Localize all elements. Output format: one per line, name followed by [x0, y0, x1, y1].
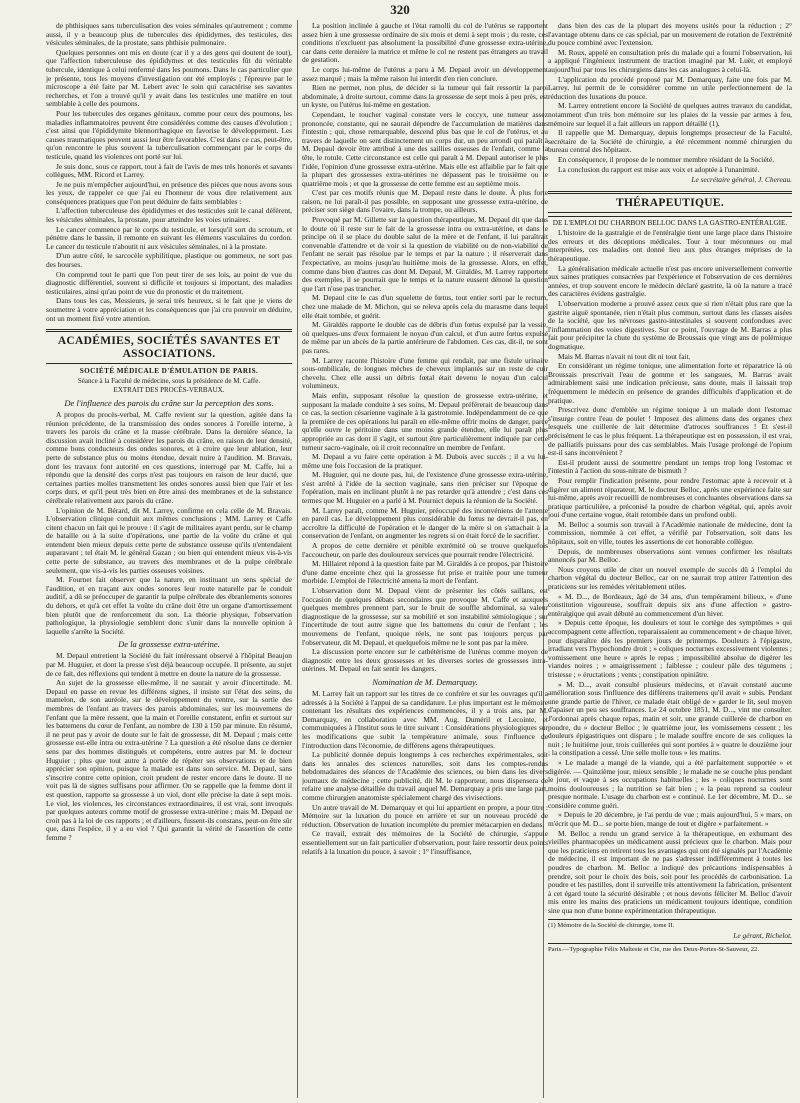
- quoted-paragraph: » Le malade a mangé de la viande, qui a été parfaitement supportée » et digérée. — Quinzième jour, mieux sensible ; le malade ne se couche plus pendant le jour, et vaque à ses occupations habituelles ; les » coliques nocturnes sont moins douloureuses ; la nutrition se fait bien ; » la peau reprend sa couleur presque normale. L'usage du charbon est » continué. Le 1er décembre, M. D... se considère comme guéri.: [548, 757, 792, 810]
- paragraph: La position inclinée à gauche et l'état ramolli du col de l'utérus se rapportent assez bien à une grossesse ordinaire de six mois et demi à sept mois ; du reste, ces conditions n'excluent pas absolument la possibilité d'une grossesse extra-utérine, car dans cette dernière la matrice et même le col ne restent pas étrangers au travail de gestation.: [302, 22, 548, 65]
- paragraph: dans bien des cas de la plupart des moyens usités pour la réduction ; 2° l'avantage obtenu dans ce cas spécial, par un mouvement de rotation de l'extrémité du pouce combiné avec l'extension.: [548, 22, 792, 48]
- paragraph: Dans tous les cas, Messieurs, je serai très heureux, si le fait que je viens de soumettre à votre appréciation et les conséquences que j'ai cru pouvoir en déduire, ont un moment fixé votre attention.: [46, 296, 292, 323]
- paragraph: L'histoire de la gastralgie et de l'entéralgie tient une large place dans l'histoire des erreurs et des déceptions médicales. Tour à tour méconnues ou mal interprétées, ces maladies ont donné lieu aux plus étranges méprises de la thérapeutique.: [548, 228, 792, 264]
- topic-heading: Nomination de M. Demarquay.: [372, 676, 478, 687]
- paragraph: Cependant, le toucher vaginal constate vers le coccyx, une tumeur assez prononcée, constante, qui ne saurait dépendre de l'accumulation de matières dans l'intestin ; qui, chose remarquable, descend plus bas que le col de l'utérus, et au travers de laquelle on sent distinctement un corps dur, un peu arrondi qui paraît à M. Depaul devoir être attribué à une des saillies osseuses de l'enfant, comme la tête, le rotule. Cette circonstance est celle qui paraît à M. Depaul autoriser le plus l'idée, l'opinion d'une grossesse extra-utérine. Mais elle est affaiblie par le fait que la plupart des grossesses extra-utérines ne dépassent pas le troisième ou le quatrième mois ; et que la grossesse de cette femme est au septième mois.: [302, 109, 548, 188]
- paragraph: L'affection tuberculeuse des épididymes et des testicules suit le canal déférent, les vésicules séminales, la prostate, pour atteindre les voies urinaires.: [46, 206, 292, 225]
- paragraph: Depuis, de nombreuses observations sont venues confirmer les résultats annoncés par M. Belloc.: [548, 546, 792, 565]
- printer-imprint: Paris.—Typographie Félix Malteste et Cie, rue des Deux-Portes-St-Sauveur, 22.: [548, 943, 792, 954]
- column-right: [548, 22, 792, 1096]
- paragraph: Au sujet de la grossesse elle-même, il ne saurait y avoir d'incertitude. M. Depaul en passe en revue les différens signes, il insiste sur l'état des seins, du mamelon, de son auréole, sur le développement du ventre, sur la sortie des membres de l'enfant au travers des parois abdominales, sur les mouvemens de l'enfant que la mère ressent, que la main et l'oreille constatent, enfin et surtout sur les battemens du cœur de l'enfant, au nombre de 130 à 150 par minute. En résumé, il ne peut pas y avoir de doute sur le fait de grossesse, dit M. Depaul ; mais cette grossesse est-elle intra ou extra-utérine ? La question a été résolue dans ce dernier sens par des hommes distingués et compétens, entre autres par M. le docteur Huguier ; plus que tout autre à portée de répéter ses observations et de bien apprécier son opinion, puisque la malade est dans son service. M. Depaul, sans s'inscrire contre cette opinion, croit prudent de rester encore dans le doute. Il ne voit pas là de signes suffisans pour affirmer. On se rappelle que la femme dont il est question, rapporte sa grossesse à un viol, dont elle précise la date à sept mois. Le viol, les violences, les circonstances extraordinaires, il est vrai, sont invoqués par quelques auteurs comme motif de grossesse extra-utérine ; mais M. Depaul ne croit pas à la loi de ces rapports ; et d'ailleurs, fussent-ils constans, peut-on être sûr que, dans l'espèce, il y a eu viol ? Qui garantit la vérité de l'assertion de cette femme ?: [46, 678, 292, 842]
- paragraph: L'observation moderne a prouvé assez ceux que si rien n'était plus rare que la gastrite aiguë spontanée, rien n'était plus commun, surtout dans les classes aisées de la société, que les névroses gastro-intestinales si souvent confondues avec l'inflammation des voies digestives. Sur ce point, l'ouvrage de M. Barras a plus fait pour précipiter la chute du système de Broussais que vingt ans de polémique dogmatique.: [548, 299, 792, 351]
- section-heading-academies: ACADÉMIES, SOCIÉTÉS SAVANTES ET ASSOCIATIONS.: [46, 329, 292, 364]
- paragraph: A propos du procès-verbal, M. Caffe revient sur la question, agitée dans la réunion précédente, de la transmission des ondes sonores à l'oreille interne, à travers les parois du crâne et la masse cérébrale. Dans la dernière séance, la discussion avait incliné à considérer les parois du crâne, en raison de leur densité, comme bons conducteurs des ondes sonores, et à croire que leur ablation, leur perte de substance plus ou moins étendue, devait nuire à l'audition. M. Bravais, dont les travaux font autorité en ces questions, interrogé par M. Caffe, lui a répondu que la densité des corps n'est pas toujours en raison de leur ducté, que certaines parties molles transmettent les ondes sonores aussi bien que l'air et les corps durs, et qu'il peut très bien en être ainsi des membranes et de la substance cérébrale relativement aux parois du crâne.: [46, 409, 292, 505]
- paragraph: de phthisiques sans tuberculisation des voies séminales qu'autrement ; comme aussi, il y a beaucoup plus de tubercules des épididymes, des testicules, des vésicules séminales, de la prostate, sans phthisie pulmonaire.: [46, 22, 292, 48]
- gerant-signature: Le gérant, Richelot.: [733, 931, 792, 941]
- paragraph: Le cancer commence par le corps du testicule, et lorsqu'il sort du scrotum, et pénètre dans le bassin, il remonte en suivant les éléments vasculaires du cordon. Le cancer du testicule n'aboutit ni aux vésicules séminales, ni à la prostate.: [46, 224, 292, 251]
- paragraph: En considérant un régime tonique, une alimentation forte et réparatrice là où Broussais prescrivait l'eau de gomme et les sangsues, M. Barras avait admirablement saisi une indication précieuse, sans doute, mais il laissait trop fréquemment le médecin en présence de grandes difficultés d'application et de pratique.: [548, 361, 792, 405]
- paragraph: M. Larrey paraît, comme M. Huguier, préoccupé des inconvéniens de l'attente en pareil cas. Le développement plus considérable du fœtus ne devrait-il pas, en accroître la difficulté de l'opération et le danger de la mère si on s'attachait à la conservation de l'enfant, on augmenter les regrets si on était forcé de le sacrifier.: [302, 505, 548, 541]
- paragraph: Un autre travail de M. Demarquay et qui lui appartient en propre, a pour titre : Mémoire sur la luxation du pouce en arrière et sur un nouveau procédé de réduction. Observation de luxation incomplète du premier métacarpien en dedans.: [302, 802, 548, 829]
- paragraph: Mais M. Barras n'avait ni tout dit ni tout fait.: [558, 351, 691, 361]
- column-left: [46, 22, 292, 1096]
- paragraph: Rien ne permet, non plus, de décider si la tumeur qui fait ressortir la paroi abdominale, à droite surtout, comme dans la grossesse de sept mois à peu près, est un kyste, ou l'utérus lui-même en gestation.: [302, 83, 548, 110]
- section-heading-therapeutique: THÉRAPEUTIQUE.: [548, 191, 792, 213]
- quoted-paragraph: « M. D..., de Bordeaux, âgé de 34 ans, d'un tempérament bilieux, » d'une constitution vigoureuse, souffrait depuis six ans d'une affection » gastro-entéralgique qui avait débuté au commencement d'un hiver.: [548, 591, 792, 618]
- paragraph: Ce travail, extrait des mémoires de la Société de chirurgie, s'appuie essentiellement sur un fait particulier d'observation, pour faire ressortir deux points relatifs à la luxation du pouce, à savoir : 1° l'insuffisance,: [302, 829, 548, 856]
- topic-heading: De l'influence des parois du crâne sur la perception des sons.: [64, 397, 274, 408]
- paragraph: Pour les tubercules des organes génitaux, comme pour ceux des poumons, les maladies inflammatoires peuvent être considérées comme des causes d'évolution ; c'est ainsi que l'épididymite blennorrhagique en favorise le développement. Les causes traumatiques peuvent aussi leur être favorables. C'est dans ce cas, peut-être, qu'on rencontre le plus souvent la tuberculisation commençant par le corps du testicule, quand les violences ont porté sur lui.: [46, 108, 292, 161]
- paragraph: D'un autre côté, le sarcocèle syphilitique, plastique ou gommeux, ne sort pas des bourses.: [46, 251, 292, 270]
- quoted-paragraph: » Depuis le 20 décembre, je l'ai perdu de vue ; mais aujourd'hui, 5 » mars, on m'écrit que M. D... se porte bien, mange de tout et digère » parfaitement. »: [548, 810, 792, 829]
- column-middle: [302, 22, 548, 1096]
- paragraph: Je suis donc, sous ce rapport, tout à fait de l'avis de mes très honorés et savants collègues, MM. Ricord et Larrey.: [46, 161, 292, 180]
- extract-line: EXTRAIT DES PROCÈS-VERBAUX.: [113, 386, 225, 395]
- paragraph: M. Larrey entretient encore la Société de quelques autres travaux du candidat, notamment d'un très bon mémoire sur les plaies de la vessie par armes à feu, mémoire sur lequel il a fait ailleurs un rapport détaillé (1).: [548, 101, 792, 128]
- paragraph: En conséquence, il propose de le nommer membre résidant de la Société.: [558, 154, 775, 164]
- paragraph: Il rappelle que M. Demarquay, depuis longtemps prosecteur de la Faculté, secrétaire de la Société de chirurgie, a été récemment nommé chirurgien du bureau central des hôpitaux.: [548, 128, 792, 155]
- paragraph: M. Belloc a rendu un grand service à la thérapeutique, en exhumant des vieilles pharmacopées un médicament aussi précieux que le charbon. Mais pour que les praticiens en retirent tous les avantages qui ont été signalés par l'Académie de médecine, il est important de ne pas s'adresser indifféremment à toutes les poudres de charbon. M. Belloc a indiqué des précautions indispensables à prendre, soit pour le choix des bois, soit pour les procédés de carbonisation. La poudre et les pastilles, dont il surveille très attentivement la fabrication, présentent à cet égard toute la sécurité désirable ; et nous devons féliciter M. Belloc d'avoir mis entre les mains des praticiens un médicament toujours identique, condition sine qua non d'une bonne expérimentation thérapeutique.: [548, 828, 792, 915]
- paragraph: Est-il prudent aussi de soumettre pendant un temps trop long l'estomac et l'intestin à l'action du sous-nitrate de bismuth ?: [548, 457, 792, 476]
- paragraph: La conclusion du rapport est mise aux voix et adoptée à l'unanimité.: [558, 164, 760, 174]
- footnote: (1) Mémoire de la Société de chirurgie, tome II.: [548, 919, 792, 930]
- paragraph: M. Giraldès rapporte le double cas de débris d'un fœtus expulsé par la vessie, où quelques-uns d'eux formaient le noyau d'un calcul, et d'un autre fœtus expulsé de même par un abcès de la partie antérieure de l'abdomen. Ces cas, dit-il, ne sont pas rares.: [302, 320, 548, 355]
- article-title: DE L'EMPLOI DU CHARBON BELLOC DANS LA GASTRO-ENTÉRALGIE.: [548, 216, 792, 228]
- paragraph: A propos de cette dernière et pénible extrémité où se trouve quelquefois l'accoucheur, on parle des douloureux services que pourrait rendre l'électricité.: [302, 541, 548, 559]
- paragraph: M. Depaul cite le cas d'un squelette de fœtus, tout entier sorti par le rectum, chez une malade de M. Michon, qui se releva après cela du marasme dans lequel elle était tombée, et guérit.: [302, 293, 548, 320]
- paragraph: Le corps lui-même de l'utérus a paru à M. Depaul avoir un développement assez marqué ; mais la même raison lui interdit d'en rien conclure.: [302, 64, 548, 83]
- column-divider: [297, 20, 298, 1098]
- paragraph: Provoqué par M. Gillette sur la question thérapeutique, M. Depaul dit que dans le doute où il reste sur le fait de la grossesse intra ou extra-utérine, et dans le principe où il se place du double salut de la mère et de l'enfant, il lui paraîtrait convenable d'attendre et de voir si la question de viabilité ou de non-viabilité de l'enfant ne serait pas résolue par le temps et par la nature ; il réserverait dans l'expectative, au moins jusqu'au huitième mois de la grossesse. Alors, en effet, comme dans bien d'autres cas dont M. Depaul, M. Giraldès, M. Larrey rapportent des exemples, il se pourrait que le temps et la nature eussent dénoué la question que l'art n'ose pas trancher.: [302, 215, 548, 293]
- session-line: Séance à la Faculté de médecine, sous la présidence de M. Caffe.: [77, 376, 261, 385]
- paragraph: M. Depaul entretient la Société du fait intéressant observé à l'hôpital Beaujon par M. Huguier, et dont la presse s'est déjà beaucoup occupée. Il présente, au sujet de ce fait, des réflexions qui tendent à mettre en doute la nature de la grossesse.: [46, 651, 292, 678]
- paragraph: Prescrivez donc d'emblée un régime tonique à un malade dont l'estomac s'insurge contre l'eau de poulet ! Imposez des alimens dans des organes chez lesquels une cuillerée de lait détermine d'atroces souffrances ! Et s'est-il précisément le cas le plus fréquent. La thérapeutique est en possession, il est vrai, de palliatifs puissans pour des cas semblables. Mais l'usage prolongé de l'opium est-il sans inconvénient ?: [548, 405, 792, 458]
- paragraph: M. Roux, appelé en consultation près du malade qui a fourni l'observation, lui a appliqué l'ingénieux instrument de traction imaginé par M. Luër, et employé aujourd'hui par tous les chirurgiens dans les cas analogues à celui-là.: [548, 47, 792, 74]
- paragraph: Quelques personnes ont mis en doute (car il y a des gens qui doutent de tout), que l'affection tuberculeuse des épididymes et des testicules fût du véritable tubercule, identique à celui renfermé dans les poumons. Dans le cas particulier que je présente, tous les moyens d'investigation ont été employés ; l'épreuve par le microscope a été faite par M. Lebert avec le soin qui caractérise ses savantes recherches, et l'on a trouvé qu'il y avait dans les testicules une matière en tout semblable à celle des poumons.: [46, 47, 292, 109]
- paragraph: M. Fournet fait observer que la nature, en instituant un sens spécial de l'audition, et en traçant aux ondes sonores leur route naturelle par le conduit auditif, a dû se préoccuper de garantir la pulpe cérébrale des ébranlements sonores du dehors, et qu'à cet effet la voûte du crâne doit être un organe d'amortissement bien plutôt que de renforcement du son. La théorie physique, l'observation pathologique, la physiologie semblent donc s'unir dans la nouvelle opinion à laquelle s'arrête la Société.: [46, 575, 292, 636]
- paragraph: La publicité donnée depuis longtemps à ces recherches expérimentales, soit dans les annales des sciences naturelles, soit dans les comptes-rendus hebdomadaires des séances de l'Académie des sciences, ou bien dans les divers journaux de médecine ; cette publicité, dit M. le rapporteur, nous dispensera de refaire une analyse détaillée du travail auquel M. Demarquay a pris une large part, comme chirurgien anatomiste spécialement chargé des vivisections.: [302, 750, 548, 803]
- paragraph: M. Huguier, qui ne doute pas, lui, de l'existence d'une grossesse extra-utérine, s'est arrêté à l'idée de la section vaginale, sans rien préciser sur l'époque de l'opération, mais en inclinant plutôt à ne pas retarder qu'à attendre ; c'est dans ces termes que M. Huguier en a parlé à M. Pournict depuis la réunion de la Société.: [302, 470, 548, 506]
- paragraph: C'est par ces motifs réunis que M. Depaul reste dans le doute. À plus forte raison, ne lui paraît-il pas possible, en supposant une grossesse extra-utérine, de préciser son siège dans l'ovaire, dans la trompe, ou ailleurs.: [302, 188, 548, 215]
- society-name: SOCIÉTÉ MÉDICALE D'ÉMULATION DE PARIS.: [79, 367, 259, 376]
- paragraph: On comprend tout le parti que l'on peut tirer de ses lois, au point de vue du diagnostic différentiel, souvent si difficile et toujours si important, des maladies testiculaires, ainsi qu'au point de vue du pronostic et du traitement.: [46, 269, 292, 296]
- paragraph: L'opinion de M. Bérard, dit M. Larrey, confirme en cela celle de M. Bravais. L'observation clinique conduit aux mêmes conclusions ; MM. Larrey et Caffe citent chacun un fait qui le prouve : il s'agit de militaires ayant perdu, sur le champ de bataille ou à la suite d'opérations, une partie de la voûte du crâne et qui entendent bien mieux depuis cette perte de substance osseuse qu'ils n'entendaient auparavant ; tel était M. le général Gazan ; ou bien qui entendent mieux vis-à-vis cette perte de substance, au travers des membranes et de la pulpe cérébrale seulement, que vis-à-vis les parties osseuses voisines.: [46, 505, 292, 575]
- paragraph: La discussion porte encore sur le cathétérisme de l'utérus comme moyen de diagnostic entre les deux grossesses et les diverses sortes de grossesses intra-utérines. M. Depaul en fait sentir les dangers.: [302, 647, 548, 674]
- paragraph: M. Larrey raconte l'histoire d'une femme qui rendait, par une fistule urinaire sous-ombilicale, de longues mèches de cheveux implantés sur un reste de cuir chevelu. Chez elle aussi un débris fœtal était devenu le noyau d'un calcul volumineux.: [302, 355, 548, 391]
- quoted-paragraph: » Depuis cette époque, les douleurs et tout le cortège des symptômes » qui accompagnent cette affection, reparaissaient au commencement » de chaque hiver, pour disparaître dès les premiers jours de printemps. Douleurs à l'épigastre, irradiant vers l'hypochondre droit ; » coliques nocturnes excessivement violentes ; vomissement une heure » après le repas ; impossibilité absolue de digérer les viandes noires ; » amaigrissement ; faiblesse ; couleur pâle des tégumens ; tristesse ; » éructations ; vents ; constipation opiniâtre.: [548, 618, 792, 679]
- paragraph: La généralisation médicale actuelle n'est pas encore universellement convertie aux saines pratiques consacrées par l'expérience et l'observation de ces dernières années, et trop souvent encore le médecin déclaré gastrite, là où la nature a tracé des caractères évidens gastralgie.: [548, 263, 792, 299]
- paragraph: Nous croyons utile de citer un nouvel exemple de succès dû à l'emploi du charbon végétal du docteur Belloc, car on ne saurait trop attirer l'attention des praticiens sur les remèdes véritablement utiles.: [548, 564, 792, 592]
- secretary-signature: Le secrétaire général, J. Chereau.: [691, 175, 792, 185]
- paragraph: M. Hillairet répond à la question faite par M. Giraldès à ce propos, par l'histoire d'une dame enceinte chez qui la grossesse fut prise et traitée pour une tumeur morbide. L'emploi de l'électricité amena la mort de l'enfant.: [302, 559, 548, 586]
- page-number: 320: [390, 2, 410, 17]
- paragraph: Je ne puis m'empêcher aujourd'hui, en présence des pièces que nous avons sous les yeux, de rappeler ce que j'ai eu l'honneur de vous dire relativement aux conséquences pratiques que l'on peut déduire de faits semblables :: [46, 179, 292, 206]
- paragraph: Pour remplir l'indication présente, pour rendre l'estomac apte à recevoir et à digérer un aliment réparateur, M. le docteur Belloc, après une expérience faite sur lui-même, après avoir recueilli de nombreuses et concluantes observations dans sa pratique particulière, a préconisé la poudre de charbon végétal, qui, après avoir joui d'une certaine vogue, était retombée dans un profond oubli.: [548, 475, 792, 520]
- paragraph: M. Depaul a vu faire cette opération à M. Dubois avec succès ; il a vu lui-même une fois l'occasion de la pratiquer.: [302, 452, 548, 470]
- paragraph: M. Belloc a soumis son travail à l'Académie nationale de médecine, dont la commission, nommée à cet effet, a vérifié par l'observation, soit dans les hôpitaux, soit en ville, toutes les assertions de cet honorable collègue.: [548, 519, 792, 547]
- paragraph: Mais enfin, supposant résolue la question de grossesse extra-utérine, et supposant la malade conduite à ses soins, M. Depaul préférerait de beaucoup dans ce cas, la section césarienne vaginale à la gastrotomie. Indépendamment de ce que la première de ces opérations lui paraît en elle-même offrir moins de danger, parce qu'elle ouvre le péritoine dans une moins grande étendue, elle lui paraît plus appropriée au cas dont il s'agit, et surtout être particulièrement indiquée par cette tumeur sacro-vaginale, où il croit reconnaître un membre de l'enfant.: [302, 390, 548, 452]
- topic-heading: De la grossesse extra-utérine.: [118, 639, 220, 650]
- paragraph: L'application du procédé proposé par M. Demarquay, faite une fois par M. Larrey, lui permit de le considérer comme un utile perfectionnement de la réduction des luxations du pouce.: [548, 74, 792, 101]
- quoted-paragraph: » M. D..., avait consulté plusieurs médecins, et n'avait constaté aucune amélioration sous l'influence des différens traitemens qu'il avait » subis. Pendant une grande partie de l'hiver, ce malade était obligé de » garder le lit, seul moyen d'apaiser un peu ses souffrances. Le 24 octobre 1851, M. D..., vint me consulter. J'ordonnai après chaque repas, matin et soir, une grande cuillerée de charbon en poudre, du » docteur Belloc ; le quatrième jour, les vomissemens cessent ; les douleurs épigastriques ont disparu ; le malade souffre encore de ses coliques la nuit ; le huitième jour, trois cuillerées qui sont portées à » quatre le douzième jour ; la constipation a cessé. Une selle molle tous » les matins.: [548, 679, 792, 758]
- paragraph: L'observation dont M. Depaul vient de présenter les côtés saillans, est l'occasion de quelques débats secondaires que provoque M. Caffe et auxquels quelques membres prennent part, sur le bruit de souffle abdominal, sa valeur diagnostique de la grossesse, sur sa mobilité et son instabilité sémiologique ; sur l'incertitude de tout autre signe que les battemens du cœur de l'enfant ; les mouvemens de l'enfant, quoique réels, ne sont pas toujours perçus par l'observateur, dit M. Depaul, et quelquefois même ne le sont pas par la mère.: [302, 586, 548, 647]
- paragraph: M. Larrey fait un rapport sur les titres de ce confrère et sur les ouvrages qu'il a adressés à la Société à l'appui de sa candidature. Le plus important est le mémoire contenant les résultats des expériences commencées, il y a trois ans, par M. Demarquay, en collaboration avec MM. Aug. Duméril et Lecointe, et communiquées à l'Institut sous le titre suivant : Considérations physiologiques sur les modifications que subit la température animale, sous l'influence de l'introduction dans l'économie, de différens agens thérapeutiques.: [302, 688, 548, 750]
